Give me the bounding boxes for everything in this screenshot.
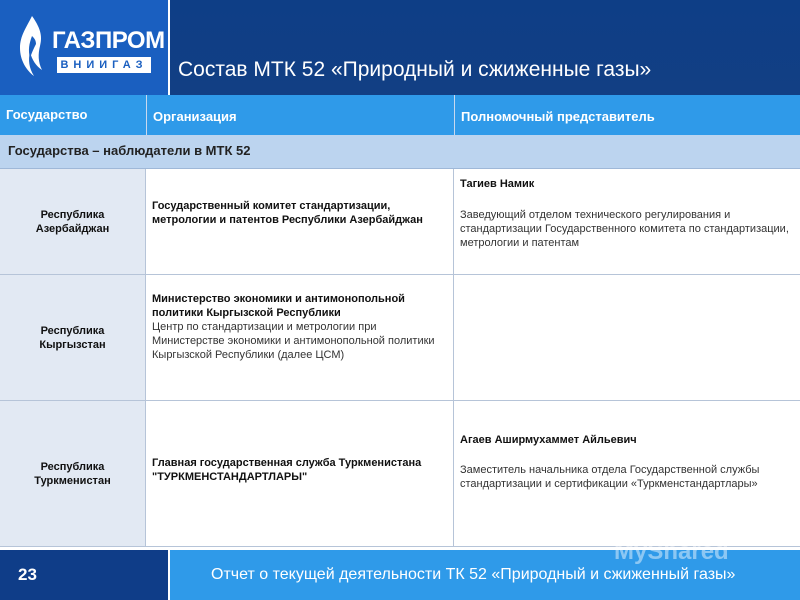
- representative-cell: Тагиев Намик Заведующий отделом технического регулирования и стандартизации Государственного комитета по стандартизации, метрологии и патентам: [454, 169, 800, 274]
- watermark: MyShared: [614, 538, 729, 565]
- column-header-organization: Организация: [146, 95, 454, 135]
- column-header-state: Государство: [0, 95, 146, 135]
- table-row: [0, 275, 800, 401]
- section-row-observers: Государства – наблюдатели в МТК 52: [0, 135, 800, 169]
- column-header-representative: Полномочный представитель: [454, 95, 800, 135]
- state-cell: Республика Кыргызстан: [0, 275, 146, 400]
- slide-title: Состав МТК 52 «Природный и сжиженные газы»: [178, 58, 652, 81]
- logo-subtext: ВНИИГАЗ: [57, 57, 151, 73]
- flame-icon: [12, 10, 52, 82]
- slide-header: [0, 0, 800, 95]
- organization-cell: Государственный комитет стандартизации, метрологии и патентов Республики Азербайджан: [146, 169, 454, 274]
- page-number: 23: [18, 565, 37, 584]
- representative-cell: Агаев Аширмухаммет Айльевич Заместитель начальника отдела Государственной службы стандартизации и сертификации «Туркменстандартлары»: [454, 401, 800, 546]
- page-number-box: [0, 550, 168, 600]
- state-cell: Республика Азербайджан: [0, 169, 146, 274]
- organization-cell: Министерство экономики и антимонопольной политики Кыргызской Республики Центр по стандартизации и метрологии при Министерстве экономики и антимонопольной политики Кыргызской Республики (далее ЦСМ): [146, 275, 454, 400]
- logo-text: ГАЗПРОМ: [52, 27, 165, 54]
- footer-text: Отчет о текущей деятельности ТК 52 «Природный и сжиженный газы»: [211, 566, 736, 583]
- table-row: [0, 169, 800, 275]
- organization-cell: Главная государственная служба Туркменистана "ТУРКМЕНСТАНДАРТЛАРЫ": [146, 401, 454, 546]
- representative-cell: [454, 275, 800, 400]
- state-cell: Республика Туркменистан: [0, 401, 146, 546]
- table-header: [0, 95, 800, 135]
- table-row: [0, 401, 800, 547]
- title-bar: [170, 0, 800, 95]
- gazprom-logo: [0, 0, 168, 95]
